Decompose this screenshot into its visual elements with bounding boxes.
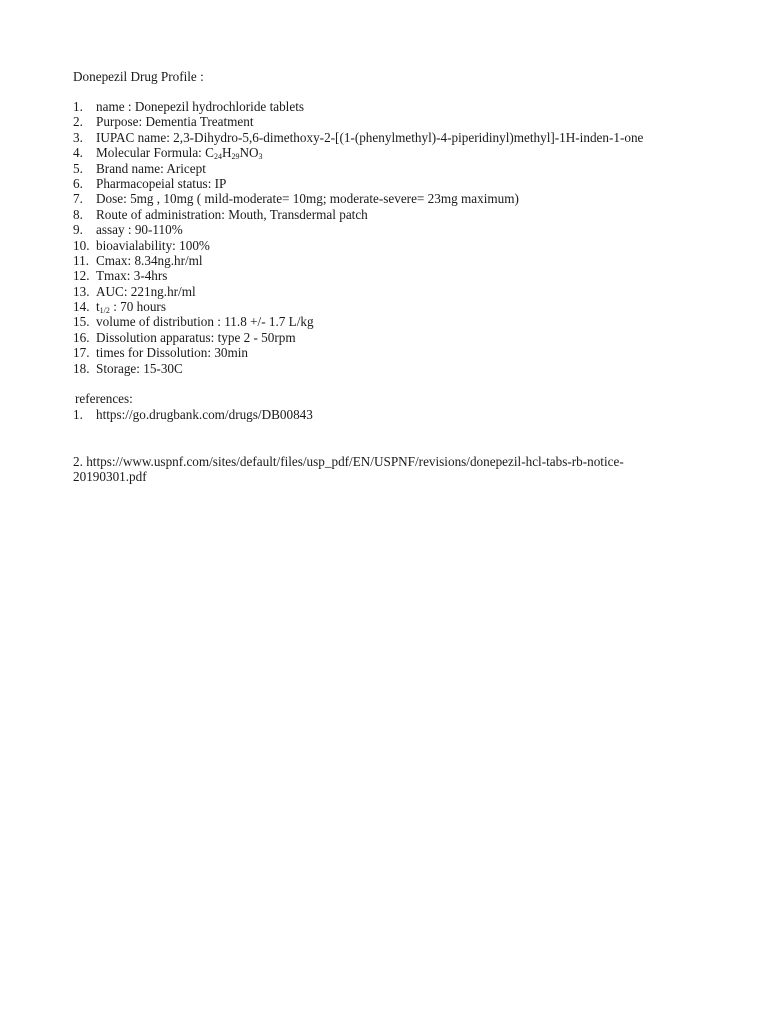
item-number: 2. (73, 114, 83, 130)
drug-profile-list (73, 99, 643, 376)
item-text: Storage: 15-30C (96, 360, 183, 376)
list-item (73, 238, 643, 253)
item-text: Dissolution apparatus: type 2 - 50rpm (96, 329, 296, 345)
item-text: volume of distribution : 11.8 +/- 1.7 L/kg (96, 314, 314, 330)
formula-carbon-count: 24 (213, 152, 222, 162)
list-item (73, 99, 643, 114)
list-item (73, 299, 643, 314)
formula-label: Molecular Formula: (96, 145, 206, 161)
reference-link-drugbank: https://go.drugbank.com/drugs/DB00843 (96, 407, 313, 422)
item-number: 11. (73, 252, 89, 268)
item-text: Purpose: Dementia Treatment (96, 114, 254, 130)
item-text: Pharmacopeial status: IP (96, 175, 227, 191)
item-number: 15. (73, 314, 90, 330)
list-item (73, 345, 643, 360)
references-heading: references: (75, 391, 133, 406)
list-item (73, 176, 643, 191)
item-text: assay : 90-110% (96, 222, 183, 238)
item-text: bioavialability: 100% (96, 237, 210, 253)
list-item (73, 161, 643, 176)
formula-oxygen-count: 3 (258, 152, 263, 162)
formula-carbon: C (205, 145, 214, 161)
item-number: 4. (73, 145, 83, 161)
list-item (73, 330, 643, 345)
item-text: Route of administration: Mouth, Transdermal patch (96, 206, 368, 222)
list-item (73, 207, 643, 222)
item-number: 18. (73, 360, 90, 376)
item-number: 14. (73, 299, 90, 315)
half-life-value: : 70 hours (109, 299, 166, 315)
list-item (73, 130, 643, 145)
item-text: AUC: 221ng.hr/ml (96, 283, 196, 299)
list-item (73, 191, 643, 206)
item-text: Brand name: Aricept (96, 160, 206, 176)
item-number: 9. (73, 222, 83, 238)
half-life-symbol: t (96, 299, 100, 315)
item-number: 8. (73, 206, 83, 222)
item-text (96, 299, 166, 314)
item-text: times for Dissolution: 30min (96, 345, 249, 361)
item-text: name : Donepezil hydrochloride tablets (96, 99, 304, 114)
item-text (96, 145, 263, 160)
reference-number: 1. (73, 407, 83, 422)
list-item (73, 268, 643, 283)
list-item (73, 145, 643, 160)
item-number: 16. (73, 329, 90, 345)
item-text: IUPAC name: 2,3-Dihydro-5,6-dimethoxy-2-[(1-(phenylmethyl)-4-piperidinyl)methyl]-1H-inden-1-one (96, 129, 644, 145)
reference-item-1 (73, 407, 313, 422)
formula-hydrogen-count: 29 (231, 152, 240, 162)
list-item (73, 284, 643, 299)
item-number: 7. (73, 191, 83, 207)
document-title: Donepezil Drug Profile : (73, 69, 204, 84)
item-number: 3. (73, 129, 83, 145)
item-number: 5. (73, 160, 83, 176)
item-text: Tmax: 3-4hrs (96, 268, 168, 284)
item-text: Cmax: 8.34ng.hr/ml (96, 252, 203, 268)
formula-rest: NO (239, 145, 259, 161)
list-item (73, 253, 643, 268)
item-number: 12. (73, 268, 90, 284)
list-item (73, 114, 643, 129)
list-item (73, 222, 643, 237)
item-number: 1. (73, 99, 83, 114)
list-item (73, 314, 643, 329)
item-text: Dose: 5mg , 10mg ( mild-moderate= 10mg; moderate-severe= 23mg maximum) (96, 191, 519, 207)
item-number: 6. (73, 175, 83, 191)
half-life-subscript: 1/2 (99, 306, 110, 316)
item-number: 17. (73, 345, 90, 361)
formula-hydrogen: H (221, 145, 232, 161)
item-number: 13. (73, 283, 90, 299)
reference-item-2: 2. https://www.uspnf.com/sites/default/files/usp_pdf/EN/USPNF/revisions/donepezil-hcl-tabs-rb-notice-20190301.pdf (73, 454, 624, 485)
item-number: 10. (73, 237, 90, 253)
list-item (73, 361, 643, 376)
